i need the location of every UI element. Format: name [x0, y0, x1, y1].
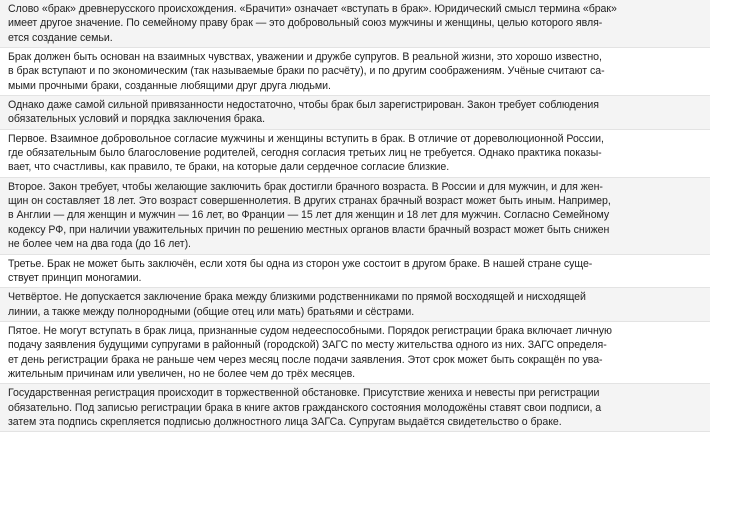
text-line: Слово «брак» древнерусского происхождения. «Брачити» означает «вступать в брак». Юридический смысл термина «брак»: [8, 3, 617, 15]
paragraph-second-condition: [0, 178, 710, 255]
text-line: Первое. Взаимное добровольное согласие мужчины и женщины вступить в брак. В отличие от дореволюционной России,: [8, 132, 604, 145]
text-line: обязательных условий и порядка заключения брака.: [8, 113, 266, 126]
text-line: не более чем на два года (до 16 лет).: [8, 238, 191, 251]
text-line: в Англии — для женщин и мужчин — 16 лет, во Франции — 15 лет для женщин и 18 лет для мужчин. Согласно Семейному: [8, 209, 610, 222]
text-line: Однако даже самой сильной привязанности недостаточно, чтобы брак был зарегистрирован. Закон требует соблюдения: [8, 99, 599, 112]
text-line: линии, а также между полнородными (общие отец или мать) братьями и сёстрами.: [8, 305, 415, 318]
text-line: ет день регистрации брака не раньше чем через месяц после подачи заявления. Этот срок может быть сокращён по ува-: [8, 353, 603, 366]
text-line: Третье. Брак не может быть заключён, если хотя бы одна из сторон уже состоит в другом браке. В нашей стране суще-: [8, 257, 593, 270]
text-line: мыми прочными браки, созданные любящими друг друга людьми.: [8, 79, 331, 92]
paragraph-registration-conditions: [0, 96, 710, 130]
text-line: Брак должен быть основан на взаимных чувствах, уважении и дружбе супругов. В реальной жизни, это хорошо известно,: [8, 51, 602, 64]
paragraph-first-condition: [0, 130, 710, 178]
paragraph-marriage-definition: [0, 0, 710, 48]
text-line: Второе. Закон требует, чтобы желающие заключить брак достигли брачного возраста. В России и для мужчин, и для жен-: [8, 180, 603, 193]
text-line: затем эта подпись скрепляется подписью должностного лица ЗАГСа. Супругам выдаётся свидетельство о браке.: [8, 415, 562, 428]
text-line: Четвёртое. Не допускается заключение брака между близкими родственниками по прямой восходящей и нисходящей: [8, 291, 586, 304]
text-line: Пятое. Не могут вступать в брак лица, признанные судом недееспособными. Порядок регистрации брака включает личную: [8, 324, 612, 337]
text-line: вает, что счастливы, как правило, те браки, на которые дали сердечное согласие близкие.: [8, 161, 450, 174]
text-line: Государственная регистрация происходит в торжественной обстановке. Присутствие жениха и невесты при регистрации: [8, 387, 600, 400]
text-line: обязательно. Под записью регистрации брака в книге актов гражданского состояния молодожёны ставят свои подписи, а: [8, 401, 602, 414]
text-line: жительным причинам или увеличен, но не более чем до трёх месяцев.: [8, 367, 356, 380]
paragraph-fourth-condition: [0, 288, 710, 322]
text-line: кодексу РФ, при наличии уважительных причин по решению местных органов власти брачный возраст может быть снижен: [8, 223, 610, 236]
text-line: щин он составляет 18 лет. Это возраст совершеннолетия. В других странах брачный возраст может быть иным. Например,: [8, 195, 611, 208]
text-line: ствует принцип моногамии.: [8, 271, 142, 284]
text-line: подачу заявления будущими супругами в районный (городской) ЗАГС по месту жительства одного из них. ЗАГС определя-: [8, 339, 607, 352]
text-line: в брак вступают и по экономическим (так называемые браки по расчёту), и по другим соображениям. Учёные считают са-: [8, 65, 605, 78]
text-line: где обязательным было благословение родителей, сегодня согласия третьих лиц не требуется. Однако практика показы-: [8, 147, 602, 160]
paragraph-state-registration: [0, 384, 710, 432]
text-line: имеет другое значение. По семейному праву брак — это добровольный союз мужчины и женщины, целью которого явля-: [8, 17, 603, 30]
paragraph-fifth-condition: [0, 322, 710, 384]
text-line: ется создание семьи.: [8, 31, 113, 44]
paragraph-marriage-basis: [0, 48, 710, 96]
paragraph-third-condition: [0, 255, 710, 289]
